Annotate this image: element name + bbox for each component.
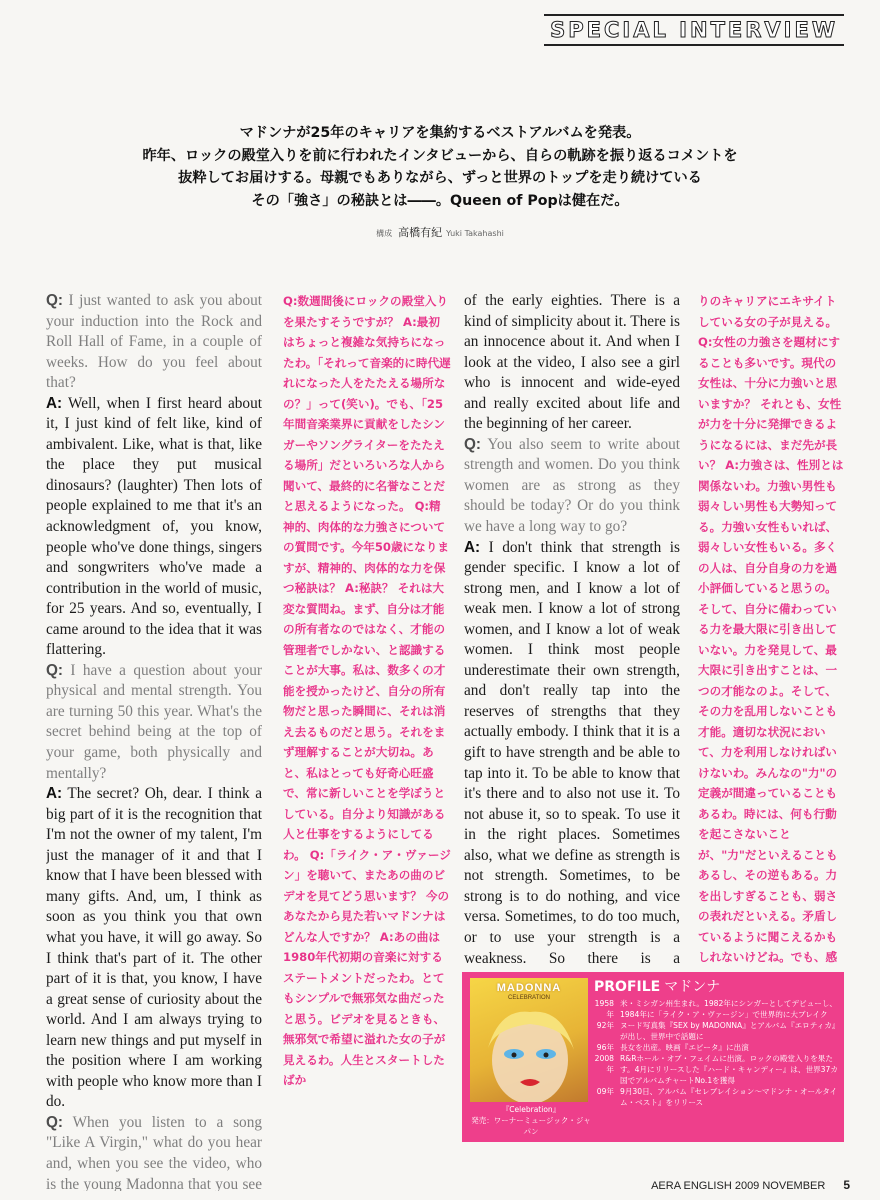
credit-roman: Yuki Takahashi bbox=[446, 229, 504, 238]
timeline-text: 長女を出産。映画『エビータ』に出演 bbox=[620, 1043, 749, 1052]
album-cover bbox=[470, 978, 588, 1102]
profile-timeline bbox=[594, 998, 838, 1108]
section-title: SPECIAL INTERVIEW bbox=[544, 14, 844, 46]
timeline-entry bbox=[594, 1053, 838, 1086]
english-column-2 bbox=[464, 291, 680, 969]
japanese-column-2 bbox=[698, 291, 844, 969]
japanese-column-1 bbox=[283, 291, 451, 1191]
question-2 bbox=[46, 661, 262, 784]
timeline-text: ヌード写真集『SEX by MADONNA』とアルバム『エロティカ』が出し、世界中で話題に bbox=[620, 1021, 836, 1041]
japanese-text: Q:数週間後にロックの殿堂入りを果たすそうですが？ A:最初はちょっと複雑な気持ちになったわ。「それって音楽的に時代遅れになった人をたたえる場所なの？」って(笑い)。でも、「25年間音楽業界に貢献をしたシンガーやソングライターをたたえる場所」だといろいろな人から聞いて、最終的に名誉なことだと思えるようになった。 Q:精神的、肉体的な力強さについての質問です。今年50歳になりますが、精神的、肉体的な力を保つ秘訣は？ A:秘訣？ それは大変な質問ね。まず、自分は才能の所有者なのではなく、才能の管理者でしかない、と認識することが大事。私は、数多くの才能を授かったけど、自分の所有物だと思った瞬間に、それは消え去るものだと思う。それをまず理解することが大切ね。あと、私はとっても好奇心旺盛で、常に新しいことを学ぼうとしている。自分より知識がある人と仕事をするようにしてるわ。 Q:「ライク・ア・ヴァージン」を聴いて、またあの曲のビデオを見てどう思います？ 今のあなたから見た若いマドンナはどんな人ですか？ A:あの曲は1980年代初期の音楽に対するステートメントだったわ。とてもシンプルで無邪気な曲だったと思う。ビデオを見るときも、無邪気で希望に溢れた女の子が見えるわ。人生とスタートしたばか bbox=[283, 294, 451, 1087]
timeline-year: 96年 bbox=[596, 1043, 614, 1052]
q-label: Q: bbox=[46, 292, 63, 309]
timeline-year: 2008年 bbox=[594, 1054, 614, 1074]
timeline-year: 92年 bbox=[596, 1021, 614, 1030]
cover-title: MADONNA bbox=[496, 982, 562, 994]
english-column-1 bbox=[46, 291, 262, 1191]
cover-caption bbox=[470, 1104, 592, 1137]
lead-line: 抜粋してお届けする。母親でもありながら、ずっと世界のトップを走り続けている bbox=[178, 170, 702, 186]
answer-text: The secret? Oh, dear. I think a big part of it is the recognition that I'm not the owner of my talent, I'm just the manager of it and that I know that I have been blessed with many gifts. And, um, I think as soon as you think you that own what you have, it will go away. So I think that's part of it. The other part of it is that, you know, I have a great sense of curiosity about the world. And I am always trying to learn new things and put myself in the position where I am working with people who know more than I do. bbox=[46, 785, 262, 1111]
timeline-entry bbox=[594, 1086, 838, 1108]
answer-text: Well, when I first heard about it, I just kind of felt like, kind of ambivalent. Like, what is that, like the place they put musical dinosaurs? (laughter) Then lots of people explained to me that it's an acknowledgment of, you know, people who've done things, singers and songwriters who've made a contribution in the world of music, for 25 years. And so, eventually, I came around to the idea that it was flattering. bbox=[46, 394, 262, 659]
q-label: Q: bbox=[46, 661, 63, 679]
a-label: A: bbox=[464, 538, 481, 556]
question-text: You also seem to write about strength and women. Do you think women are as strong as they should be today? Or do you think we have a long way to go? bbox=[464, 435, 680, 536]
answer-1 bbox=[46, 394, 262, 661]
answer-3-continued: of the early eighties. There is a kind of simplicity about it. There is an innocence about it. And when I look at the video, I also see a girl who is innocent and wide-eyed and really excited about life and the beginning of her career. bbox=[464, 292, 680, 433]
label-info: 発売：ワーナーミュージック・ジャパン bbox=[471, 1116, 591, 1136]
answer-text: I don't think that strength is gender specific. I know a lot of strong men, and I know a lot of weak men. I know a lot of strong women, and I know a lot of weak women. I think most people underestimate their own strength, and don't really tap into the reserves of strengths that they actually embody. I think that it is a gift to have strength and be able to tap into it. To be able to know that it's there and to also not use it. To not abuse it, so to speak. To use it in the right places. Sometimes also, what we define as strength is not strength. Sometimes, to be strong is to do nothing, and vice versa. Sometimes, to do too much, or to use your strength is a weakness. So there is a bbox=[464, 538, 680, 967]
cover-subtitle: CELEBRATION bbox=[508, 995, 550, 1001]
lead-line: その「強さ」の秘訣とは――。Queen of Popは健在だ。 bbox=[251, 192, 629, 209]
credit-label: 構成 bbox=[376, 229, 393, 238]
timeline-year: 1958年 bbox=[594, 999, 614, 1019]
question-4 bbox=[464, 435, 680, 538]
profile-name: マドンナ bbox=[664, 979, 721, 995]
magazine-issue: AERA ENGLISH 2009 NOVEMBER bbox=[651, 1180, 826, 1192]
lead-line: 昨年、ロックの殿堂入りを前に行われたインタビューから、自らの軌跡を振り返るコメントを bbox=[142, 147, 738, 164]
portrait-illustration bbox=[470, 978, 588, 1102]
question-text: I just wanted to ask you about your induction into the Rock and Roll Hall of Fame, in a couple of weeks. How do you feel about that? bbox=[46, 292, 262, 392]
a-label: A: bbox=[46, 394, 63, 412]
timeline-text: 9月30日、アルバム『セレブレイション～マドンナ・オールタイム・ベスト』をリリース bbox=[620, 1087, 838, 1107]
question-1 bbox=[46, 291, 262, 394]
timeline-text: R&Rホール・オブ・フェイムに出演。ロックの殿堂入りを果たす。4月にリリースした『ハード・キャンディー』は、世界37カ国でアルバムチャートNo.1を獲得 bbox=[620, 1054, 838, 1085]
timeline-entry bbox=[594, 1020, 838, 1042]
credit-name: 高橋有紀 bbox=[398, 226, 443, 239]
question-text: I have a question about your physical and mental strength. You are turning 50 this year. What's the secret behind being at the top of your game, both physically and mentally? bbox=[46, 661, 262, 782]
q-label: Q: bbox=[464, 435, 481, 453]
q-label: Q: bbox=[46, 1113, 63, 1131]
question-text: When you listen to a song "Like A Virgin," what do you hear and, when you see the video, who is the young Madonna that you see bbox=[46, 1113, 262, 1191]
a-label: A: bbox=[46, 785, 63, 803]
answer-2 bbox=[46, 784, 262, 1113]
album-name: 『Celebration』 bbox=[501, 1105, 561, 1114]
profile-box bbox=[462, 972, 844, 1142]
profile-heading bbox=[594, 976, 720, 996]
page-footer bbox=[651, 1178, 850, 1192]
profile-label: PROFILE bbox=[594, 979, 661, 995]
writer-credit bbox=[0, 224, 880, 240]
japanese-text: りのキャリアにエキサイトしている女の子が見える。 Q:女性の力強さを題材にすることも多いです。現代の女性は、十分に力強いと思いますか？ それとも、女性が力を十分に発揮できるようになるには、まだ先が長い？ A:力強さは、性別とは関係ないわ。力強い男性も弱々しい男性も大勢知ってる。力強い女性もいれば、弱々しい女性もいる。多くの人は、自分自身の力を過小評価していると思うの。そして、自分に備わっている力を最大限に引き出していない。力を発見して、最大限に引き出すことは、一つの才能なのよ。そして、その力を乱用しないことも才能。適切な状況において、力を利用しなければいけないわ。みんなの"力"の定義が間違っていることもあるわ。時には、何も行動を起こさないことが、"力"だといえることもあるし、その逆もある。力を出しすぎることも、弱さの表れだといえる。矛盾しているように聞こえるかもしれないけどね。でも、感 bbox=[698, 294, 844, 964]
lead-line: マドンナが25年のキャリアを集約するベストアルバムを発表。 bbox=[239, 125, 641, 141]
question-3 bbox=[46, 1113, 262, 1191]
answer-4 bbox=[464, 538, 680, 969]
timeline-text: 米・ミシガン州生まれ。1982年にシンガーとしてデビューし、1984年に「ライク・ア・ヴァージン」で世界的に大ブレイク bbox=[620, 999, 838, 1019]
timeline-entry bbox=[594, 998, 838, 1020]
lead-text bbox=[100, 122, 780, 212]
timeline-entry bbox=[594, 1042, 838, 1053]
timeline-year: 09年 bbox=[596, 1087, 614, 1096]
page-number: 5 bbox=[843, 1178, 850, 1192]
